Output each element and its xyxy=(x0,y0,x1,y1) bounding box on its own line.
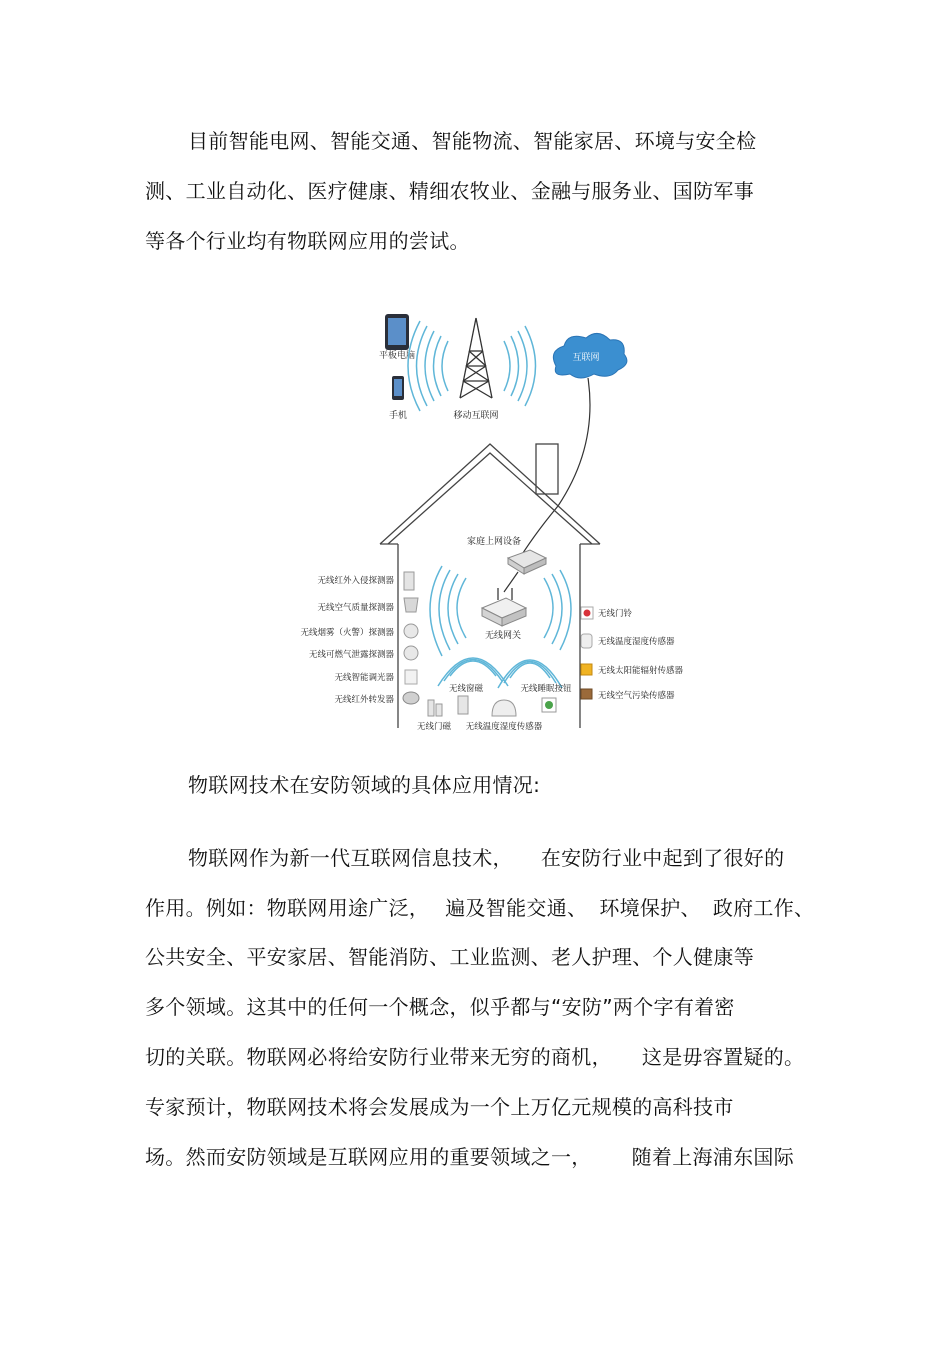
modem-icon xyxy=(508,550,546,574)
infrared-detector-icon xyxy=(404,572,414,590)
left-sensor-label: 无线智能调光器 xyxy=(334,673,394,683)
tower-label: 移动互联网 xyxy=(453,411,499,421)
paragraph2-line3: 公共安全、平安家居、智能消防、工业监测、老人护理、个人健康等 xyxy=(145,945,754,969)
gateway-icon xyxy=(482,588,526,626)
right-sensor-label: 无线空气污染传感器 xyxy=(598,691,675,701)
air-quality-detector-icon xyxy=(404,598,418,612)
left-sensor-label: 无线空气质量探测器 xyxy=(317,603,394,613)
text-segment: 这是毋容置疑的。 xyxy=(641,1045,805,1069)
solar-sensor-icon xyxy=(581,664,592,675)
paragraph2-line2 xyxy=(145,895,814,921)
internet-cable xyxy=(516,378,590,564)
text-segment: 遍及智能交通、 xyxy=(445,896,588,920)
gateway-label: 无线网关 xyxy=(484,631,522,641)
door-magnet-label: 无线门磁 xyxy=(416,722,452,732)
paragraph2-line6: 专家预计，物联网技术将会发展成为一个上万亿元规模的高科技市 xyxy=(145,1095,734,1119)
text-segment: 场。然而安防领域是互联网应用的重要领域之一， xyxy=(145,1145,592,1169)
tower-left-waves-icon xyxy=(408,321,448,411)
dimmer-icon xyxy=(405,670,417,684)
sleep-button-label: 无线睡眠按钮 xyxy=(520,684,572,694)
paragraph2-line1 xyxy=(188,845,784,871)
phone-label: 手机 xyxy=(388,411,408,421)
sleep-button-dot-icon xyxy=(545,701,553,709)
door-magnet-icon xyxy=(428,700,434,716)
doorbell-dot-icon xyxy=(584,610,591,617)
text-segment: 切的关联。物联网必将给安防行业带来无穷的商机， xyxy=(145,1045,612,1069)
right-sensor-label: 无线温度湿度传感器 xyxy=(598,637,675,647)
text-segment: 政府工作、 xyxy=(712,896,815,920)
text-segment: 随着上海浦东国际 xyxy=(631,1145,795,1169)
section-heading: 物联网技术在安防领域的具体应用情况: xyxy=(188,773,541,797)
tablet-label: 平板电脑 xyxy=(378,351,416,361)
wifi-waves-icon xyxy=(430,566,571,688)
right-sensor-label: 无线太阳能辐射传感器 xyxy=(598,666,684,676)
cloud-label: 互联网 xyxy=(572,353,600,363)
tablet-icon xyxy=(385,314,409,350)
paragraph2-line4: 多个领域。这其中的任何一个概念，似乎都与“安防”两个字有着密 xyxy=(145,995,735,1019)
home-device-label: 家庭上网设备 xyxy=(466,537,522,547)
left-sensor-label: 无线烟雾（火警）探测器 xyxy=(300,628,394,638)
paragraph1-line3: 等各个行业均有物联网应用的尝试。 xyxy=(145,229,470,253)
bottom-temp-sensor-icon xyxy=(492,700,516,716)
text-segment: 在安防行业中起到了很好的 xyxy=(540,846,785,870)
paragraph2-line5 xyxy=(145,1044,804,1070)
phone-icon xyxy=(392,376,404,400)
left-sensor-label: 无线红外转发器 xyxy=(334,695,394,705)
pollution-sensor-icon xyxy=(581,689,592,699)
tower-right-waves-icon xyxy=(504,326,536,406)
text-segment: 环境保护、 xyxy=(599,896,701,920)
paragraph1-line2: 测、工业自动化、医疗健康、精细农牧业、金融与服务业、国防军事 xyxy=(145,179,754,203)
temp-humidity-sensor-icon xyxy=(581,634,592,648)
left-sensor-label: 无线红外入侵探测器 xyxy=(317,576,394,586)
window-magnet-label: 无线窗磁 xyxy=(448,684,484,694)
window-magnet-icon xyxy=(458,696,468,714)
text-segment: 作用。例如：物联网用途广泛， xyxy=(145,896,430,920)
ir-transmitter-icon xyxy=(403,692,419,704)
right-sensor-label: 无线门铃 xyxy=(598,609,633,619)
left-sensor-label: 无线可燃气泄露探测器 xyxy=(308,650,394,660)
smoke-detector-icon xyxy=(404,624,418,638)
cell-tower-icon xyxy=(460,318,492,398)
gas-detector-icon xyxy=(404,646,418,660)
smart-home-iot-diagram xyxy=(298,296,688,736)
bottom-temp-label: 无线温度湿度传感器 xyxy=(465,722,543,732)
text-segment: 物联网作为新一代互联网信息技术， xyxy=(188,846,513,870)
paragraph2-line7 xyxy=(145,1144,794,1170)
door-magnet-part-icon xyxy=(436,704,442,716)
paragraph1-line1: 目前智能电网、智能交通、智能物流、智能家居、环境与安全检 xyxy=(188,129,757,153)
